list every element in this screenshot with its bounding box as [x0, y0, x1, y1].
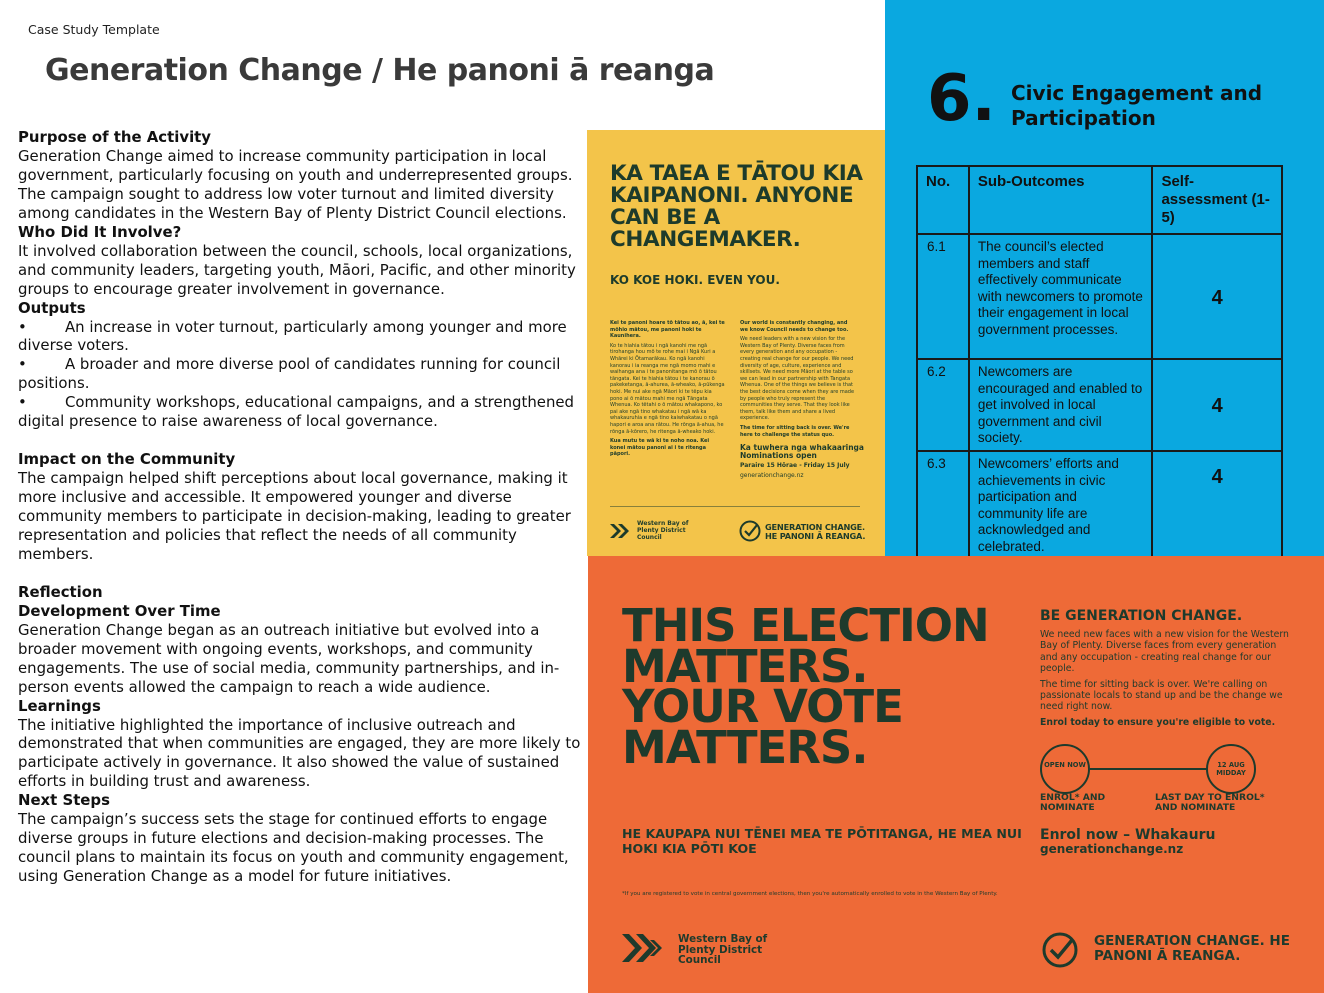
row-score: 4: [1152, 359, 1282, 451]
deadline-badge: 12 AUG MIDDAY: [1206, 744, 1256, 794]
outputs-heading: Outputs: [18, 298, 86, 317]
row-text: Newcomers are encouraged and enabled to get involved in local government and civil society.: [969, 359, 1153, 451]
poster-english-text: Our world is constantly changing, and we know Council needs to change too. We need leaders with a new vision for the Western Bay of Plenty. Diverse faces from every generation and any occupation - creating real change for our people. We need diversity of age, culture, experience and skillsets. We need more Māori at the table so we can lead in our partnership with Tangata Whenua. One of the things we believe is that the best decisions come when they are made by people who truly represent the communities they serve. That they look like them, talk like them and share a lived experience. The time for sitting back is over. We're here to challenge the status quo.: [740, 320, 855, 438]
header-no: No.: [917, 166, 969, 234]
bullet-icon: •: [18, 317, 27, 336]
poster-maori-text: Kei te panoni hoare tō tātou ao, ā, kei te mōhio mātou, me panoni hoki te Kaunihera. Ko te hiahia tātou i ngā kanohi me ngā tirohanga hou mō te rohe mai i Ngā Kuri a Whārei ki Ōtamarākau. Ko ngā kanohi kanorau i ia reanga me ngā momo mahi e waihanga ana i te panonitanga mō ō tātou tāngata. Kei te hiahia tātou i te kanorau ō pakeketanga, ā-ahurea, ā-wheako, ā-pūkenga hoki. Me nui ake ngā Māori ki te tēpu kia pono ai ō mātou mahi me ngā Tāngata Whenua. Ko tētahi o ō mātou whakapono, ko pai ake ngā tino whakatau i ngā wā ka whakauruhia e ngā tino kaiwhakatau o ngā hapori e aroa ana rātou. He rōnga ā-ahua, he rōnga ā-kōrero, he ritenga ā-wheako hoki. Kua mutu te wā ki te noho noa. Kei konei mātou panoni ai i te ritenga pāpori.: [610, 320, 725, 458]
bullet-icon: •: [18, 355, 27, 374]
generation-change-logo: GENERATION CHANGE. HE PANONI Ā REANGA.: [1040, 932, 1310, 968]
outcome-title: Civic Engagement and Participation: [1011, 81, 1263, 130]
learnings-heading: Learnings: [18, 696, 101, 715]
bullet-icon: •: [18, 393, 27, 412]
council-chevrons-icon: [610, 522, 634, 540]
involve-heading: Who Did It Involve?: [18, 222, 182, 241]
purpose-text: Generation Change aimed to increase community participation in local government, particularly focusing on youth and underrepresented groups. The campaign sought to address low voter turnout and limited diversity among candidates in the Western Bay of Plenty District Council elections.: [18, 146, 573, 222]
involve-text: It involved collaboration between the council, schools, local organizations, and community leaders, targeting youth, Māori, Pacific, and other minority groups to encourage greater involvement in governance.: [18, 241, 576, 298]
poster-divider: [610, 506, 860, 507]
timeline-caption: ENROL* AND NOMINATE: [1040, 792, 1106, 813]
timeline-line: [1090, 768, 1207, 770]
reflection-heading: Reflection: [18, 582, 103, 601]
output-item: • An increase in voter turnout, particularly among younger and more diverse voters.: [18, 317, 567, 355]
row-number: 6.2: [917, 359, 969, 451]
poster-right-column: BE GENERATION CHANGE. We need new faces with a new vision for the Western Bay of Plenty. Diverse faces from every generation and any occupation - creating real change for our people. The time for sitting back is over. We're calling on passionate locals to stand up and be the change we need right now. Enrol today to ensure you're eligible to vote.: [1040, 608, 1289, 728]
table-header-row: [917, 166, 1282, 234]
checkmark-circle-icon: [1040, 932, 1082, 968]
header-sub-outcomes: Sub-Outcomes: [969, 166, 1153, 234]
timeline-caption: LAST DAY TO ENROL* AND NOMINATE: [1155, 792, 1265, 813]
table-row: [917, 451, 1282, 558]
enrol-callout: Enrol now – Whakauru: [1040, 827, 1216, 843]
sub-outcomes-table: [916, 165, 1283, 559]
poster-subheadline: KO KOE HOKI. EVEN YOU.: [610, 273, 780, 287]
template-label: Case Study Template: [28, 22, 160, 37]
orange-campaign-poster: [588, 556, 1324, 993]
council-logo: Western Bay of Plenty District Council: [610, 520, 710, 544]
row-text: Newcomers’ efforts and achievements in civic participation and community life are acknowledged and celebrated.: [969, 451, 1153, 558]
header-self-assessment: Self-assessment (1-5): [1152, 166, 1282, 234]
row-text: The council’s elected members and staff effectively communicate with newcomers to promote their engagement in local government processes.: [969, 234, 1153, 359]
row-score: 4: [1152, 234, 1282, 359]
impact-heading: Impact on the Community: [18, 450, 236, 469]
outcome-number: 6.: [927, 62, 996, 136]
purpose-heading: Purpose of the Activity: [18, 128, 211, 146]
poster-headline: KA TAEA E TĀTOU KIA KAIPANONI. ANYONE CAN BE A CHANGEMAKER.: [610, 161, 863, 252]
output-item: • Community workshops, educational campaigns, and a strengthened digital presence to raise awareness of local governance.: [18, 393, 574, 431]
row-score: 4: [1152, 451, 1282, 558]
open-now-badge: OPEN NOW: [1040, 744, 1090, 794]
generation-change-logo: GENERATION CHANGE. HE PANONI Ā REANGA.: [739, 520, 874, 544]
table-row: [917, 359, 1282, 451]
row-number: 6.1: [917, 234, 969, 359]
next-steps-heading: Next Steps: [18, 791, 110, 810]
impact-text: The campaign helped shift perceptions about local governance, making it more inclusive and accessible. It empowered younger and diverse community members to participate in decision-making, leading to greater representation and policies that reflect the needs of all community members.: [18, 469, 571, 563]
council-logo: Western Bay of Plenty District Council: [622, 930, 772, 970]
poster-footnote: *If you are registered to vote in central government elections, then you're automatically enrolled to vote in the Western Bay of Plenty.: [622, 891, 998, 897]
council-chevrons-icon: [622, 930, 672, 966]
poster-nominations: Ka tuwhera nga whakaaringa Nominations open Paraire 15 Hōrae - Friday 15 July generationchange.nz: [740, 443, 864, 479]
enrolment-timeline: [1040, 744, 1290, 814]
learnings-text: The initiative highlighted the importance of inclusive outreach and demonstrated that when communities are engaged, they are more likely to participate actively in governance. It also showed the value of sustained efforts in building trust and awareness.: [18, 715, 581, 791]
development-text: Generation Change began as an outreach initiative but evolved into a broader movement with ongoing events, workshops, and community engagements. The use of social media, community partnerships, and in-person events allowed the campaign to reach a wide audience.: [18, 620, 560, 696]
case-study-body: [18, 128, 584, 886]
page-title: Generation Change / He panoni ā reanga: [45, 53, 715, 88]
row-number: 6.3: [917, 451, 969, 558]
poster-subheadline: HE KAUPAPA NUI TĒNEI MEA TE PŌTITANGA, HE MEA NUI HOKI KIA PŌTI KOE: [622, 826, 1022, 856]
next-steps-text: The campaign’s success sets the stage for continued efforts to engage diverse groups in future elections and decision-making processes. The council plans to maintain its focus on youth and community engagement, using Generation Change as a model for future initiatives.: [18, 810, 569, 886]
yellow-campaign-poster: [587, 130, 885, 556]
table-row: [917, 234, 1282, 359]
poster-url: generationchange.nz: [1040, 842, 1184, 856]
checkmark-circle-icon: [739, 520, 761, 542]
development-heading: Development Over Time: [18, 601, 221, 620]
poster-headline: THIS ELECTION MATTERS. YOUR VOTE MATTERS.: [622, 599, 989, 774]
output-item: • A broader and more diverse pool of candidates running for council positions.: [18, 355, 561, 393]
